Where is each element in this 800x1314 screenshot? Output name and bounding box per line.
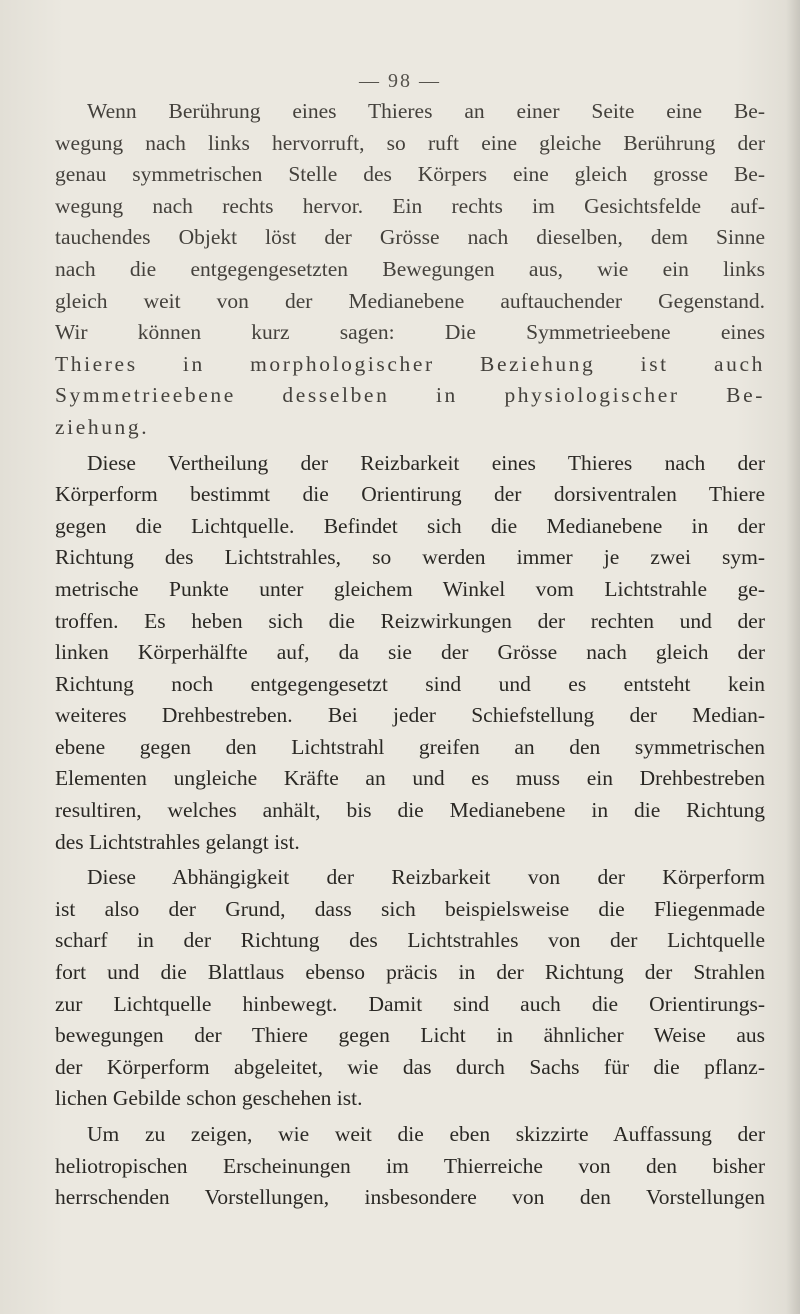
text-line: Körperform bestimmt die Orientirung der dorsiventralen Thiere bbox=[55, 482, 765, 507]
text-line-emphasis: Symmetrieebene desselben in physiologischer Be- bbox=[55, 383, 765, 408]
text-line: heliotropischen Erscheinungen im Thierreiche von den bisher bbox=[55, 1153, 765, 1178]
text-line: zur Lichtquelle hinbewegt. Damit sind auch die Orientirungs- bbox=[55, 991, 765, 1016]
text-line: nach die entgegengesetzten Bewegungen aus, wie ein links bbox=[55, 256, 765, 281]
text-line: gegen die Lichtquelle. Befindet sich die Medianebene in der bbox=[55, 513, 765, 538]
body-text bbox=[55, 96, 765, 1214]
text-line: Um zu zeigen, wie weit die eben skizzirte Auffassung der bbox=[87, 1122, 765, 1146]
paragraph-4 bbox=[55, 1119, 765, 1214]
text-line: herrschenden Vorstellungen, insbesondere von den Vorstellungen bbox=[55, 1185, 765, 1210]
page-edge-shadow bbox=[786, 0, 800, 1314]
text-line: Richtung noch entgegengesetzt sind und es entsteht kein bbox=[55, 671, 765, 696]
text-line: Diese Vertheilung der Reizbarkeit eines Thieres nach der bbox=[87, 450, 765, 475]
text-line: Wenn Berührung eines Thieres an einer Seite eine Be- bbox=[87, 99, 765, 123]
text-line: tauchendes Objekt löst der Grösse nach dieselben, dem Sinne bbox=[55, 225, 765, 250]
text-line: troffen. Es heben sich die Reizwirkungen der rechten und der bbox=[55, 608, 765, 633]
text-line: Richtung des Lichtstrahles, so werden immer je zwei sym- bbox=[55, 545, 765, 570]
text-line: fort und die Blattlaus ebenso präcis in der Richtung der Strahlen bbox=[55, 960, 765, 985]
text-line: scharf in der Richtung des Lichtstrahles von der Lichtquelle bbox=[55, 928, 765, 953]
text-line: lichen Gebilde schon geschehen ist. bbox=[55, 1086, 363, 1111]
text-line: ebene gegen den Lichtstrahl greifen an den symmetrischen bbox=[55, 734, 765, 759]
text-line: linken Körperhälfte auf, da sie der Grösse nach gleich der bbox=[55, 640, 765, 665]
text-line: weiteres Drehbestreben. Bei jeder Schiefstellung der Median- bbox=[55, 703, 765, 728]
text-line: ist also der Grund, dass sich beispielsweise die Fliegenmade bbox=[55, 896, 765, 921]
text-line: wegung nach rechts hervor. Ein rechts im Gesichtsfelde auf- bbox=[55, 193, 765, 218]
paragraph-3 bbox=[55, 862, 765, 1115]
text-line: Elementen ungleiche Kräfte an und es muss ein Drehbestreben bbox=[55, 766, 765, 791]
text-line-emphasis: Thieres in morphologischer Beziehung ist auch bbox=[55, 351, 765, 376]
text-line: metrische Punkte unter gleichem Winkel vom Lichtstrahle ge- bbox=[55, 576, 765, 601]
text-line: gleich weit von der Medianebene auftauchender Gegenstand. bbox=[55, 288, 765, 313]
text-line: des Lichtstrahles gelangt ist. bbox=[55, 829, 300, 854]
page-number: — 98 — bbox=[359, 70, 441, 92]
text-line-emphasis: ziehung. bbox=[55, 414, 150, 439]
text-line: der Körperform abgeleitet, wie das durch Sachs für die pflanz- bbox=[55, 1054, 765, 1079]
text-line: Diese Abhängigkeit der Reizbarkeit von der Körperform bbox=[87, 865, 765, 890]
paragraph-1 bbox=[55, 96, 765, 444]
text-line: wegung nach links hervorruft, so ruft eine gleiche Berührung der bbox=[55, 130, 765, 155]
text-line: bewegungen der Thiere gegen Licht in ähnlicher Weise aus bbox=[55, 1023, 765, 1048]
text-line: genau symmetrischen Stelle des Körpers eine gleich grosse Be- bbox=[55, 162, 765, 187]
text-line: resultiren, welches anhält, bis die Medianebene in die Richtung bbox=[55, 798, 765, 823]
text-line: Wir können kurz sagen: Die Symmetrieebene eines bbox=[55, 320, 765, 345]
paragraph-2 bbox=[55, 448, 765, 859]
